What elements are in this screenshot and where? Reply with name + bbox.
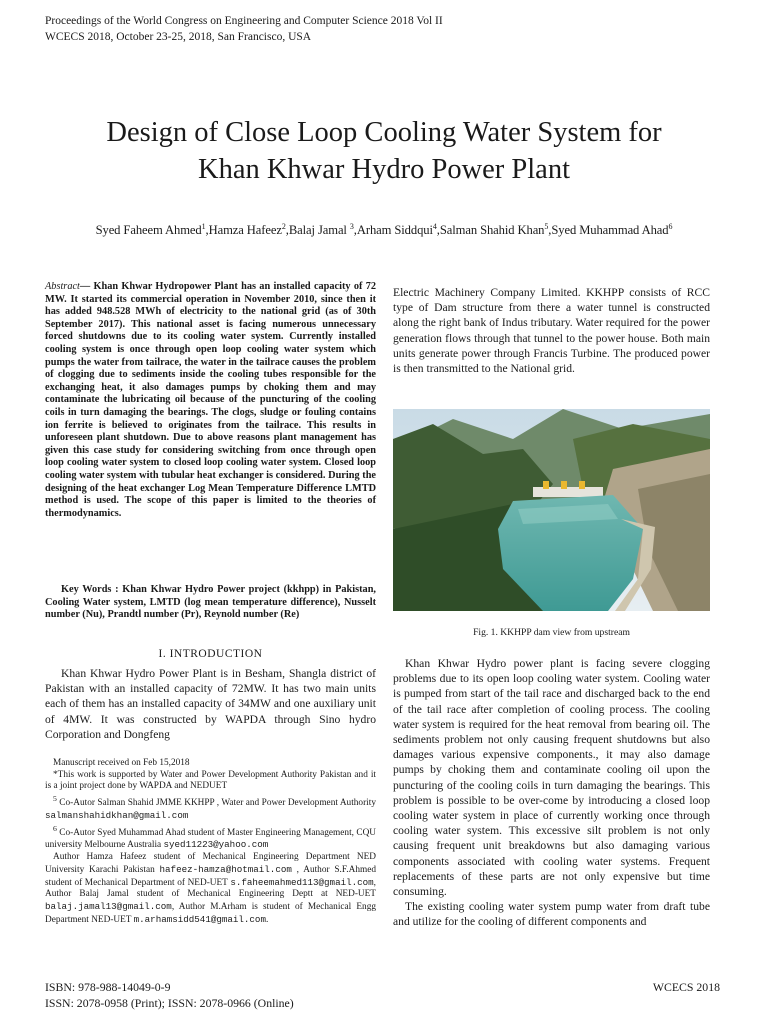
header-line-2: WCECS 2018, October 23-25, 2018, San Francisco, USA: [45, 30, 312, 43]
author-name: Syed Muhammad Ahad: [551, 223, 669, 238]
author-affil: 3: [349, 222, 354, 231]
author-affil: 1: [201, 222, 206, 231]
header-line-1: Proceedings of the World Congress on Engineering and Computer Science 2018 Vol II: [45, 15, 443, 27]
abstract: Abstract— Khan Khwar Hydropower Plant has an installed capacity of 72 MW. It started its commercial operation in November 2010, since then it has added 948.528 MWh of electricity to the national grid (as of 30th September 2017). This national asset is facing numerous unnecessary forced shutdowns due to its cooling water system. Currently installed cooling system is once through open loop cooling water system which pumps the water from tailrace, the water in the tailrace causes the problem of clogging due to sediments inside the cooling tubes responsible for the exchanging heat, it also damages pumps by choking them and may contaminate the lubricating oil because of the puncturing of the cooling coils in turn damaging the bearings. The clogs, sludge or fouling contains ion ferrite is believed to originates from the tailrace. This results in unforeseen plant shutdown. Due to above reasons plant management has given this case study for considering switching from once through open loop cooling water system to closed loop cooling water system. Closed loop cooling water system with tubular heat exchanger is considered. During the designing of the heat exchanger Log Mean Temperature Difference LMTD method is used. The scope of this paper is limited to the theories of thermodynamics.: [45, 281, 376, 519]
page-footer-right: WCECS 2018: [652, 980, 720, 994]
right-column-paragraph-1: Electric Machinery Company Limited. KKHPP consists of RCC type of Dam structure from there a water tunnel is constructed along the right bank of Indus tributary. Water required for the power generation flows through that tunnel to the power house. Both main units generate power through Francis Turbine. The produced power is then transmitted to the National grid.: [393, 286, 710, 376]
issn: ISSN: 2078-0958 (Print); ISSN: 2078-0966 (Online): [45, 995, 294, 1010]
title-line-2: Khan Khwar Hydro Power Plant: [197, 154, 571, 185]
intro-paragraph: Khan Khwar Hydro Power Plant is in Besham, Shangla district of Pakistan with an installed capacity of 72MW. It has two main units each of them has an installed capacity of 34MW and one auxiliary unit of 4MW. It was constructed by WAPDA through Sino hydro Corporation and Dongfeng: [45, 667, 376, 741]
footnote-support: *This work is supported by Water and Power Development Authority Pakistan and it is a joint project done by WAPDA and NEDUET: [45, 769, 376, 792]
footnote-authors: Author Hamza Hafeez student of Mechanical Engineering Department NED University Karachi Pakistan hafeez-hamza@hotmail.com , Author S.F.Ahmed student of Mechanical Department of NED-UET s.faheemahmed113@gmail.com, Author Balaj Jamal student of Mechanical Engineering Deptt at NED-UET balaj.jamal13@gmail.com, Author M.Arham is student of Mechanical Engg Department NED-UET m.arhamsidd541@gmail.com.: [45, 852, 376, 925]
author-name: Balaj Jamal: [288, 223, 350, 238]
author-affil: 5: [544, 222, 549, 231]
author-name: Syed Faheem Ahmed: [95, 223, 202, 238]
abstract-text: Khan Khwar Hydropower Plant has an installed capacity of 72 MW. It started its commercial operation in November 2010, since then it has added 948.528 MWh of electricity to the national grid (as of 30th September 2017). This national asset is facing numerous unnecessary forced shutdowns due to its cooling water system. Currently installed cooling system is once through open loop cooling water system which pumps the water from tailrace, the water in the tailrace causes the problem of clogging due to sediments inside the cooling tubes responsible for the exchanging heat, it also damages pumps by choking them and may contaminate the lubricating oil because of the puncturing of the cooling coils in turn damaging the bearings. The clogs, sludge or fouling contains ion ferrite is believed to originates from the tailrace. This results in unforeseen plant shutdown. Due to above reasons plant management has given this case study for considering switching from once through open loop cooling water system to closed loop cooling water system. Closed loop cooling water system with tubular heat exchanger is considered. During the designing of the heat exchanger Log Mean Temperature Difference LMTD method is used. The scope of this paper is limited to the theories of thermodynamics.: [45, 281, 376, 519]
author-name: Arham Siddqui: [356, 223, 433, 238]
email: m.arhamsidd541@gmail.com: [133, 913, 266, 925]
email: balaj.jamal13@gmail.com: [45, 900, 172, 912]
figure-caption: Fig. 1. KKHPP dam view from upstream: [473, 627, 630, 638]
isbn: ISBN: 978-988-14049-0-9: [45, 980, 171, 994]
author-affil: 6: [668, 222, 673, 231]
author-affil: 2: [281, 222, 286, 231]
author-name: Salman Shahid Khan: [439, 223, 545, 238]
abstract-label: Abstract: [45, 281, 80, 292]
paper-title: [0, 114, 768, 188]
dam-photo-illustration: [393, 409, 710, 611]
email: syed11223@yahoo.com: [163, 839, 269, 851]
footnote-5: $^5$ Co-Autor Salman Shahid JMME KKHPP , Water and Power Development Authority salmanshahidkhan@gmail.com: [45, 794, 376, 821]
email: hafeez-hamza@hotmail.com: [159, 863, 292, 875]
right-column-paragraph-3: The existing cooling water system pump water from draft tube and utilize for the cooling of different components and: [393, 900, 710, 929]
footnote-6: $^6$ Co-Autor Syed Muhammad Ahad student of Master Engineering Management, CQU university Melbourne Australia syed11223@yahoo.com: [45, 823, 376, 851]
author-affil: 4: [432, 222, 437, 231]
footnotes: [45, 758, 376, 926]
email: salmanshahidkhan@gmail.com: [45, 809, 189, 821]
running-header: [45, 14, 443, 45]
author-list: Syed Faheem Ahmed$^1$,Hamza Hafeez$^2$,Balaj Jamal $^3$,Arham Siddqui$^4$,Salman Shahid Khan$^5$,Syed Muhammad Ahad$^6$: [95, 222, 673, 238]
keywords: Key Words : Khan Khwar Hydro Power project (kkhpp) in Pakistan, Cooling Water system, LMTD (log mean temperature difference), Nusselt number (Nu), Prandtl number (Pr), Reynold number (Re): [45, 584, 376, 621]
section-heading-introduction: I. INTRODUCTION: [158, 648, 263, 660]
page-footer-left: [45, 980, 294, 1011]
footnote-received: Manuscript received on Feb 15,2018: [53, 758, 190, 768]
author-name: Hamza Hafeez: [208, 223, 282, 238]
title-line-1: Design of Close Loop Cooling Water System for: [106, 117, 662, 148]
dam-photo: [393, 409, 710, 611]
right-column-paragraph-2: Khan Khwar Hydro power plant is facing severe clogging problems due to its open loop cooling water system. Cooling water is pumped from start of the tail race and discharged back to the end of the tail race after completion of cooling process. The cooling water system is required for the heat removal from bearing oil. The sediments problem not only causing frequent shutdowns but also damages various expensive components., it may also damage pumps by choking them and contaminate cooling oil upon the puncturing of the cooling coils in turn damaging the bearings. This problem is possible to be over-come by introducing a closed loop cooling water system in place of currently working once through cooling water system. This excessive silt problem is not only causing frequent unit breakdowns but also damaging various components associated with cooling water systems. Frequent replacements of these parts are not only expensive but time consuming.: [393, 657, 710, 899]
email: s.faheemahmed113@gmail.com: [230, 876, 374, 888]
right-column-body: [393, 656, 710, 930]
